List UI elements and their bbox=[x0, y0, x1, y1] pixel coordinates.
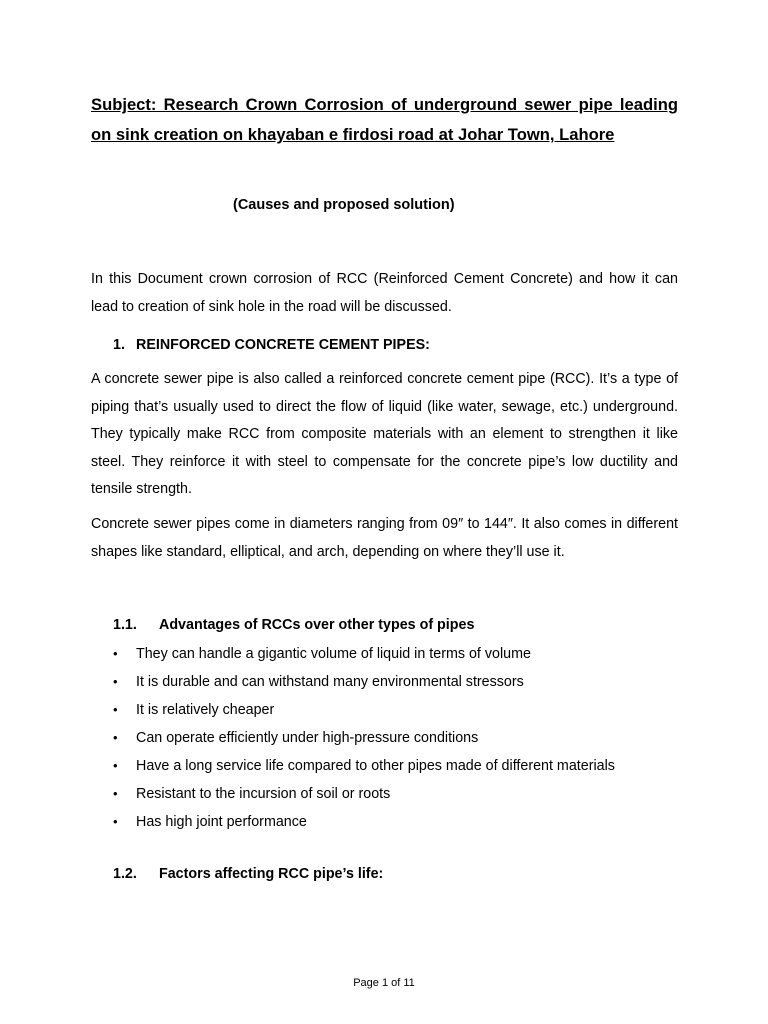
list-item bbox=[113, 696, 615, 724]
bullet-icon: • bbox=[113, 786, 118, 801]
bullet-icon: • bbox=[113, 758, 118, 773]
list-item bbox=[113, 724, 615, 752]
list-item bbox=[113, 780, 615, 808]
bullet-icon: • bbox=[113, 674, 118, 689]
page-footer: Page 1 of 11 bbox=[353, 977, 415, 989]
intro-paragraph: In this Document crown corrosion of RCC (Reinforced Cement Concrete) and how it can lead to creation of sink hole in the road will be discussed. bbox=[91, 271, 678, 315]
section-1-number: 1. bbox=[113, 337, 125, 353]
section-1-paragraph-2: Concrete sewer pipes come in diameters ranging from 09″ to 144″. It also comes in different shapes like standard, elliptical, and arch, depending on where they’ll use it. bbox=[91, 516, 678, 560]
list-item-text: They can handle a gigantic volume of liquid in terms of volume bbox=[136, 646, 531, 662]
list-item bbox=[113, 752, 615, 780]
list-item-text: Resistant to the incursion of soil or roots bbox=[136, 786, 391, 802]
section-1-1-number: 1.1. bbox=[113, 617, 137, 633]
document-subtitle: (Causes and proposed solution) bbox=[233, 197, 455, 213]
list-item-text: It is relatively cheaper bbox=[136, 702, 275, 718]
section-1-paragraph-1: A concrete sewer pipe is also called a reinforced concrete cement pipe (RCC). It’s a type of piping that’s usually used to direct the flow of liquid (like water, sewage, etc.) underground. They typically make RCC from composite materials with an element to strengthen it like steel. They reinforce it with steel to compensate for the concrete pipe’s low ductility and tensile strength. bbox=[91, 371, 678, 497]
section-1-title: REINFORCED CONCRETE CEMENT PIPES: bbox=[136, 337, 430, 353]
list-item bbox=[113, 668, 615, 696]
list-item bbox=[113, 808, 615, 836]
bullet-icon: • bbox=[113, 730, 118, 745]
bullet-icon: • bbox=[113, 702, 118, 717]
section-1-1-title: Advantages of RCCs over other types of pipes bbox=[159, 617, 475, 633]
list-item-text: Has high joint performance bbox=[136, 814, 307, 830]
list-item bbox=[113, 640, 615, 668]
advantages-list bbox=[113, 640, 615, 836]
bullet-icon: • bbox=[113, 646, 118, 661]
list-item-text: It is durable and can withstand many environmental stressors bbox=[136, 674, 524, 690]
bullet-icon: • bbox=[113, 814, 118, 829]
section-1-2-title: Factors affecting RCC pipe’s life: bbox=[159, 866, 384, 882]
list-item-text: Have a long service life compared to other pipes made of different materials bbox=[136, 758, 615, 774]
document-subject: Subject: Research Crown Corrosion of underground sewer pipe leading on sink creation on khayaban e firdosi road at Johar Town, Lahore bbox=[91, 95, 678, 144]
section-1-2-number: 1.2. bbox=[113, 866, 137, 882]
list-item-text: Can operate efficiently under high-pressure conditions bbox=[136, 730, 479, 746]
